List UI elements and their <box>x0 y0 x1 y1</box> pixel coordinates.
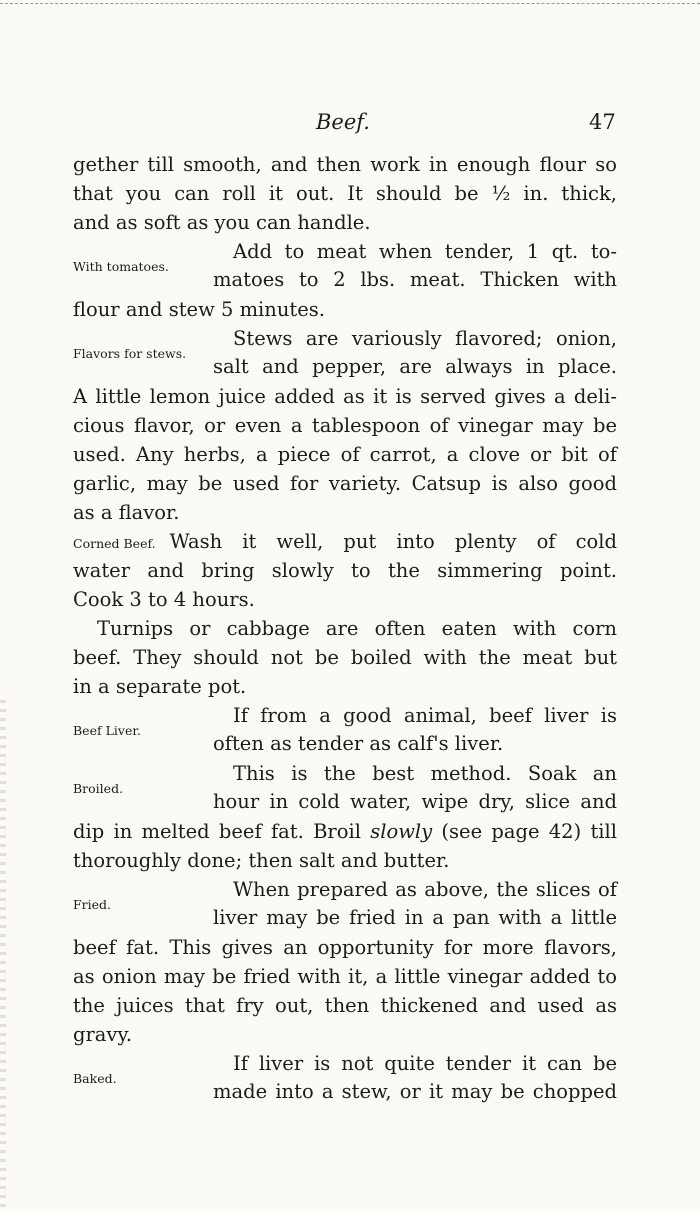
text-line: gravy. <box>73 1023 133 1046</box>
section-corned-beef <box>73 527 617 556</box>
section-broiled <box>73 759 617 817</box>
text-line: as a flavor. <box>73 501 180 524</box>
text-line: Cook 3 to 4 hours. <box>73 588 255 611</box>
binding-edge <box>0 700 6 1209</box>
text-line: hour in cold water, wipe dry, slice and <box>213 790 617 813</box>
section-flavors <box>73 324 617 382</box>
emphasis: slowly <box>370 820 433 843</box>
text-line: as onion may be fried with it, a little vinegar added to <box>73 965 617 988</box>
side-text <box>213 702 617 758</box>
side-heading: Baked. <box>73 1070 117 1086</box>
running-head-title: Beef. <box>316 110 370 134</box>
text-line: Stews are variously flavored; onion, <box>233 327 617 350</box>
side-heading: Beef Liver. <box>73 722 141 738</box>
side-heading: Fried. <box>73 896 112 912</box>
side-heading: Broiled. <box>73 780 124 796</box>
side-text <box>213 1050 617 1106</box>
text-line: liver may be fried in a pan with a little <box>213 906 617 929</box>
section-fried <box>73 875 617 933</box>
text-line: When prepared as above, the slices of <box>233 878 617 901</box>
text-line: beef fat. This gives an opportunity for more flavors, <box>73 936 617 959</box>
text-line: and as soft as you can handle. <box>73 211 371 234</box>
section-with-tomatoes <box>73 237 617 295</box>
top-rule <box>0 3 700 4</box>
text-line: matoes to 2 lbs. meat. Thicken with <box>213 268 617 291</box>
text-line: salt and pepper, are always in place. <box>213 355 617 378</box>
text-run: dip in melted beef fat. Broil <box>73 820 371 843</box>
text-line: flour and stew 5 minutes. <box>73 298 325 321</box>
text-line: Add to meat when tender, 1 qt. to- <box>233 240 617 263</box>
text-line: in a separate pot. <box>73 675 247 698</box>
text-line: beef. They should not be boiled with the meat but <box>73 646 617 669</box>
side-heading: Flavors for stews. <box>73 345 187 361</box>
text-line: cious flavor, or even a tablespoon of vinegar may be <box>73 414 617 437</box>
page-number: 47 <box>589 110 616 134</box>
section-beef-liver <box>73 701 617 759</box>
text-line: A little lemon juice added as it is served gives a deli- <box>73 385 617 408</box>
text-line: Turnips or cabbage are often eaten with corn <box>97 617 617 640</box>
running-head <box>0 110 700 140</box>
side-text <box>213 325 617 381</box>
side-text <box>213 876 617 932</box>
side-heading: Corned Beef. <box>73 536 156 551</box>
text-line: Wash it well, put into plenty of cold <box>169 530 617 553</box>
text-line: often as tender as calf's liver. <box>213 732 504 755</box>
text-line: If from a good animal, beef liver is <box>233 704 617 727</box>
side-text <box>213 760 617 816</box>
text-line: garlic, may be used for variety. Catsup is also good <box>73 472 617 495</box>
text-line: made into a stew, or it may be chopped <box>213 1080 617 1103</box>
text-line: If liver is not quite tender it can be <box>233 1052 617 1075</box>
text-line: used. Any herbs, a piece of carrot, a clove or bit of <box>73 443 617 466</box>
text-line: that you can roll it out. It should be ½ in. thick, <box>73 182 617 205</box>
text-line: gether till smooth, and then work in enough flour so <box>73 153 617 176</box>
text-line: water and bring slowly to the simmering point. <box>73 559 617 582</box>
text-line: thoroughly done; then salt and butter. <box>73 849 450 872</box>
side-text <box>213 238 617 294</box>
text-run: (see page 42) till <box>432 820 617 843</box>
side-heading: With tomatoes. <box>73 258 169 274</box>
section-baked <box>73 1049 617 1107</box>
text-line <box>73 817 617 846</box>
text-line: This is the best method. Soak an <box>233 762 617 785</box>
text-line: the juices that fry out, then thickened and used as <box>73 994 617 1017</box>
page-body <box>73 150 617 1107</box>
